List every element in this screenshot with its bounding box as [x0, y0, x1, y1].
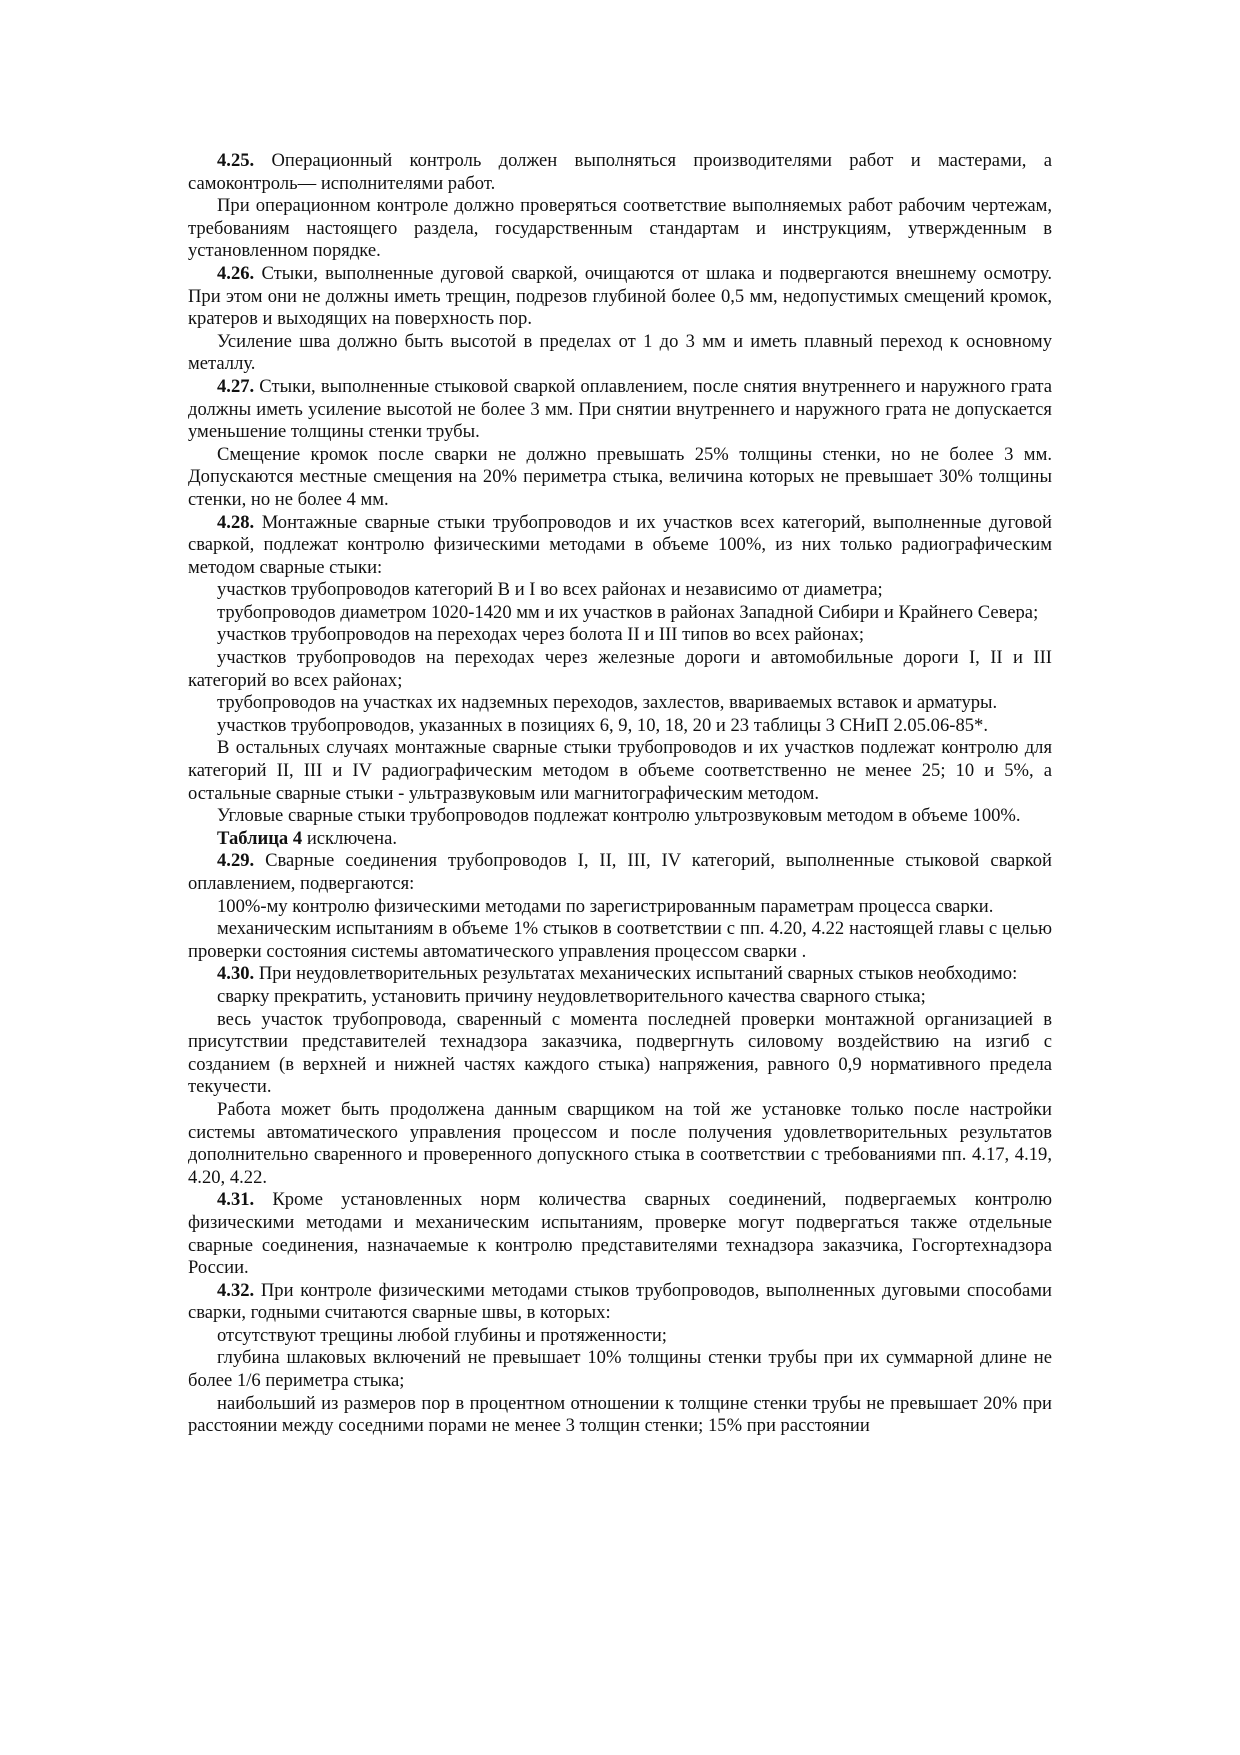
paragraph-text: Монтажные сварные стыки трубопроводов и их участков всех категорий, выполненные дуговой сваркой, подлежат контролю физическими методами в объеме 100%, из них только радиографическим методом сварные стыки:: [188, 511, 1052, 578]
paragraph-text: Сварные соединения трубопроводов I, II, III, IV категорий, выполненные стыковой сваркой оплавлением, подвергаются:: [188, 850, 1052, 894]
list-item: [188, 715, 1052, 738]
table-4-note: [188, 828, 1052, 851]
paragraph-text: механическим испытаниям в объеме 1% стыков в соответствии с пп. 4.20, 4.22 настоящей главы с целью проверки состояния системы автоматического управления процессом сварки .: [188, 918, 1052, 962]
paragraph-text: наибольший из размеров пор в процентном отношении к толщине стенки трубы не превышает 20% при расстоянии между соседними порами не менее 3 толщин стенки; 15% при расстоянии: [188, 1392, 1052, 1437]
clause-number: 4.28.: [217, 511, 255, 533]
paragraph: [188, 737, 1052, 805]
list-item: [188, 1347, 1052, 1392]
list-item: [188, 624, 1052, 647]
paragraph: [188, 1099, 1052, 1189]
paragraph-text: При контроле физическими методами стыков трубопроводов, выполненных дуговыми способами сварки, годными считаются сварные швы, в которых:: [188, 1279, 1052, 1324]
paragraph-text: При операционном контроле должно проверяться соответствие выполняемых работ рабочим чертежам, требованиям настоящего раздела, государственным стандартам и инструкциям, утвержденным в установленном порядке.: [188, 195, 1052, 262]
clause-number: 4.29.: [217, 850, 255, 872]
paragraph-text: Стыки, выполненные дуговой сваркой, очищаются от шлака и подвергаются внешнему осмотру. При этом они не должны иметь трещин, подрезов глубиной более 0,5 мм, недопустимых смещений кромок, кратеров и выходящих на поверхность пор.: [188, 262, 1052, 330]
clause-number: 4.26.: [217, 262, 255, 284]
paragraph-text: Усиление шва должно быть высотой в пределах от 1 до 3 мм и иметь плавный переход к основному металлу.: [188, 330, 1052, 375]
paragraph-4-32: [188, 1280, 1052, 1325]
list-item: [188, 896, 1052, 919]
paragraph-text: исключена.: [302, 827, 397, 849]
document-page: [188, 150, 1052, 1438]
list-item: [188, 918, 1052, 963]
list-item: [188, 579, 1052, 602]
paragraph: [188, 331, 1052, 376]
paragraph: [188, 444, 1052, 512]
paragraph-4-27: [188, 376, 1052, 444]
table-reference: Таблица 4: [217, 827, 303, 849]
clause-number: 4.27.: [217, 375, 255, 397]
clause-number: 4.25.: [217, 150, 255, 171]
list-item: [188, 602, 1052, 625]
list-item: [188, 986, 1052, 1009]
paragraph-text: Операционный контроль должен выполняться производителями работ и мастерами, а самоконтроль— исполнителями работ.: [188, 150, 1052, 194]
paragraph-4-28: [188, 512, 1052, 580]
paragraph-text: При неудовлетворительных результатах механических испытаний сварных стыков необходимо:: [254, 963, 1018, 985]
paragraph-text: весь участок трубопровода, сваренный с момента последней проверки монтажной организацией в присутствии представителей технадзора заказчика, подвергнуть силовому воздействию на изгиб с созданием (в верхней и нижней частях каждого стыка) напряжения, равного 0,9 нормативного предела текучести.: [188, 1008, 1052, 1098]
paragraph-text: глубина шлаковых включений не превышает 10% толщины стенки трубы при их суммарной длине не более 1/6 периметра стыка;: [188, 1347, 1052, 1392]
paragraph-text: участков трубопроводов, указанных в позициях 6, 9, 10, 18, 20 и 23 таблицы 3 СНиП 2.05.06-85*.: [217, 714, 988, 736]
paragraph-text: трубопроводов на участках их надземных переходов, захлестов, ввариваемых вставок и арматуры.: [217, 692, 998, 714]
paragraph-text: Угловые сварные стыки трубопроводов подлежат контролю ультрозвуковым методом в объеме 100%.: [217, 805, 1021, 827]
list-item: [188, 692, 1052, 715]
clause-number: 4.30.: [217, 963, 255, 985]
clause-number: 4.32.: [217, 1279, 255, 1301]
paragraph-text: отсутствуют трещины любой глубины и протяженности;: [217, 1324, 667, 1346]
list-item: [188, 1325, 1052, 1348]
paragraph-text: В остальных случаях монтажные сварные стыки трубопроводов и их участков подлежат контролю для категорий II, III и IV радиографическим методом в объеме соответственно не менее 25; 10 и 5%, а остальные сварные стыки - ультразвуковым или магнитографическим методом.: [188, 737, 1052, 804]
paragraph-text: участков трубопроводов категорий В и I во всех районах и независимо от диаметра;: [217, 579, 883, 601]
paragraph-text: Работа может быть продолжена данным сварщиком на той же установке только после настройки системы автоматического управления процессом и после получения удовлетворительных результатов дополнительно сваренного и проверенного допускного стыка в соответствии с требованиями пп. 4.17, 4.19, 4.20, 4.22.: [188, 1098, 1052, 1188]
list-item: [188, 647, 1052, 692]
paragraph-text: сварку прекратить, установить причину неудовлетворительного качества сварного стыка;: [217, 985, 926, 1007]
paragraph-4-30: [188, 963, 1052, 986]
paragraph-4-31: [188, 1189, 1052, 1279]
list-item: [188, 1393, 1052, 1438]
paragraph-text: Кроме установленных норм количества сварных соединений, подвергаемых контролю физическими методами и механическим испытаниям, проверке могут подвергаться также отдельные сварные соединения, назначаемые к контролю представителями технадзора заказчика, Госгортехнадзора России.: [188, 1189, 1052, 1279]
paragraph-4-25: [188, 150, 1052, 195]
paragraph-text: Стыки, выполненные стыковой сваркой оплавлением, после снятия внутреннего и наружного грата должны иметь усиление высотой не более 3 мм. При снятии внутреннего и наружного грата не допускается уменьшение толщины стенки трубы.: [188, 375, 1052, 443]
paragraph-text: трубопроводов диаметром 1020-1420 мм и их участков в районах Западной Сибири и Крайнего Севера;: [217, 601, 1039, 623]
paragraph-text: участков трубопроводов на переходах через железные дороги и автомобильные дороги I, II и III категорий во всех районах;: [188, 647, 1052, 691]
paragraph-text: участков трубопроводов на переходах через болота II и III типов во всех районах;: [217, 624, 865, 646]
paragraph-4-26: [188, 263, 1052, 331]
paragraph: [188, 195, 1052, 263]
paragraph-4-29: [188, 850, 1052, 895]
clause-number: 4.31.: [217, 1189, 255, 1211]
paragraph-text: 100%-му контролю физическими методами по зарегистрированным параметрам процесса сварки.: [217, 895, 994, 917]
paragraph-text: Смещение кромок после сварки не должно превышать 25% толщины стенки, но не более 3 мм. Допускаются местные смещения на 20% периметра стыка, величина которых не превышает 30% толщины стенки, но не более 4 мм.: [188, 443, 1052, 510]
list-item: [188, 1009, 1052, 1099]
paragraph: [188, 805, 1052, 828]
